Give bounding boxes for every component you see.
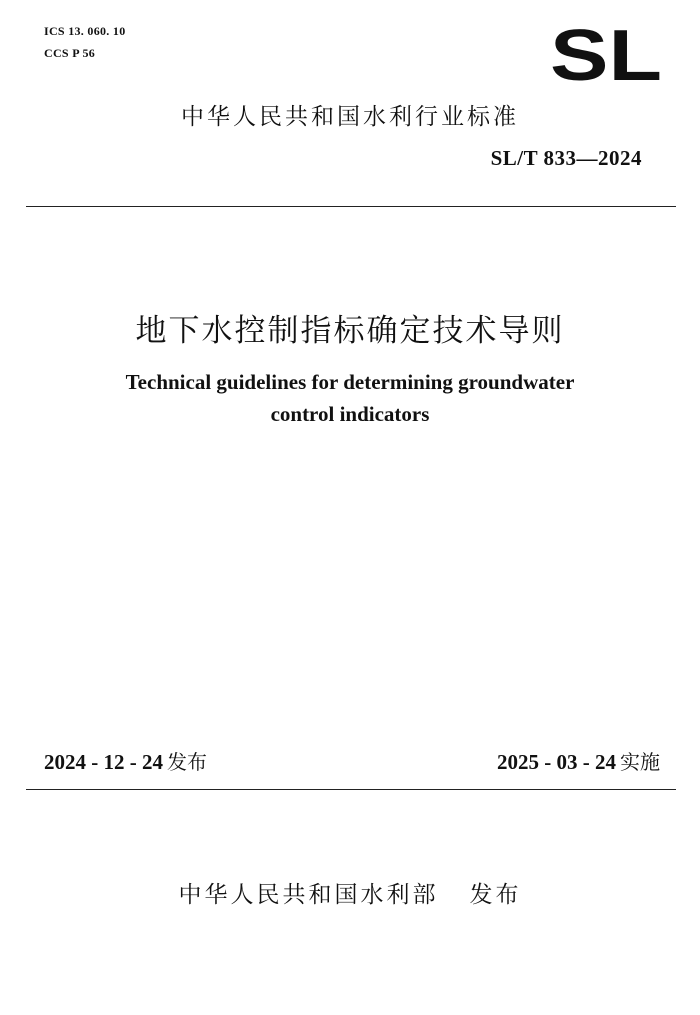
classification-codes [44, 20, 126, 64]
implementation-label: 实施 [620, 750, 660, 774]
implementation-date-block [497, 746, 660, 775]
title-english-line1: Technical guidelines for determining groundwater [125, 370, 575, 394]
industry-standard-heading: 中华人民共和国水利行业标准 [181, 104, 519, 130]
sl-logo [548, 22, 664, 84]
sl-logo-text: SL [550, 22, 662, 84]
publisher-name: 中华人民共和国水利部 [178, 882, 439, 908]
ics-code: ICS 13. 060. 10 [44, 24, 126, 38]
title-chinese: 地下水控制指标确定技术导则 [135, 313, 565, 349]
issue-label: 发布 [167, 750, 207, 774]
top-divider [26, 206, 676, 207]
ccs-code: CCS P 56 [44, 46, 96, 60]
standard-number: SL/T 833—2024 [490, 146, 642, 170]
bottom-divider [26, 789, 676, 790]
issue-date-block [44, 746, 207, 775]
publisher-line [0, 876, 700, 909]
issue-date: 2024 - 12 - 24 [44, 750, 163, 774]
title-english-line2: control indicators [270, 402, 430, 426]
implementation-date: 2025 - 03 - 24 [497, 750, 616, 774]
title-english [0, 366, 700, 430]
publisher-action: 发布 [469, 882, 522, 908]
